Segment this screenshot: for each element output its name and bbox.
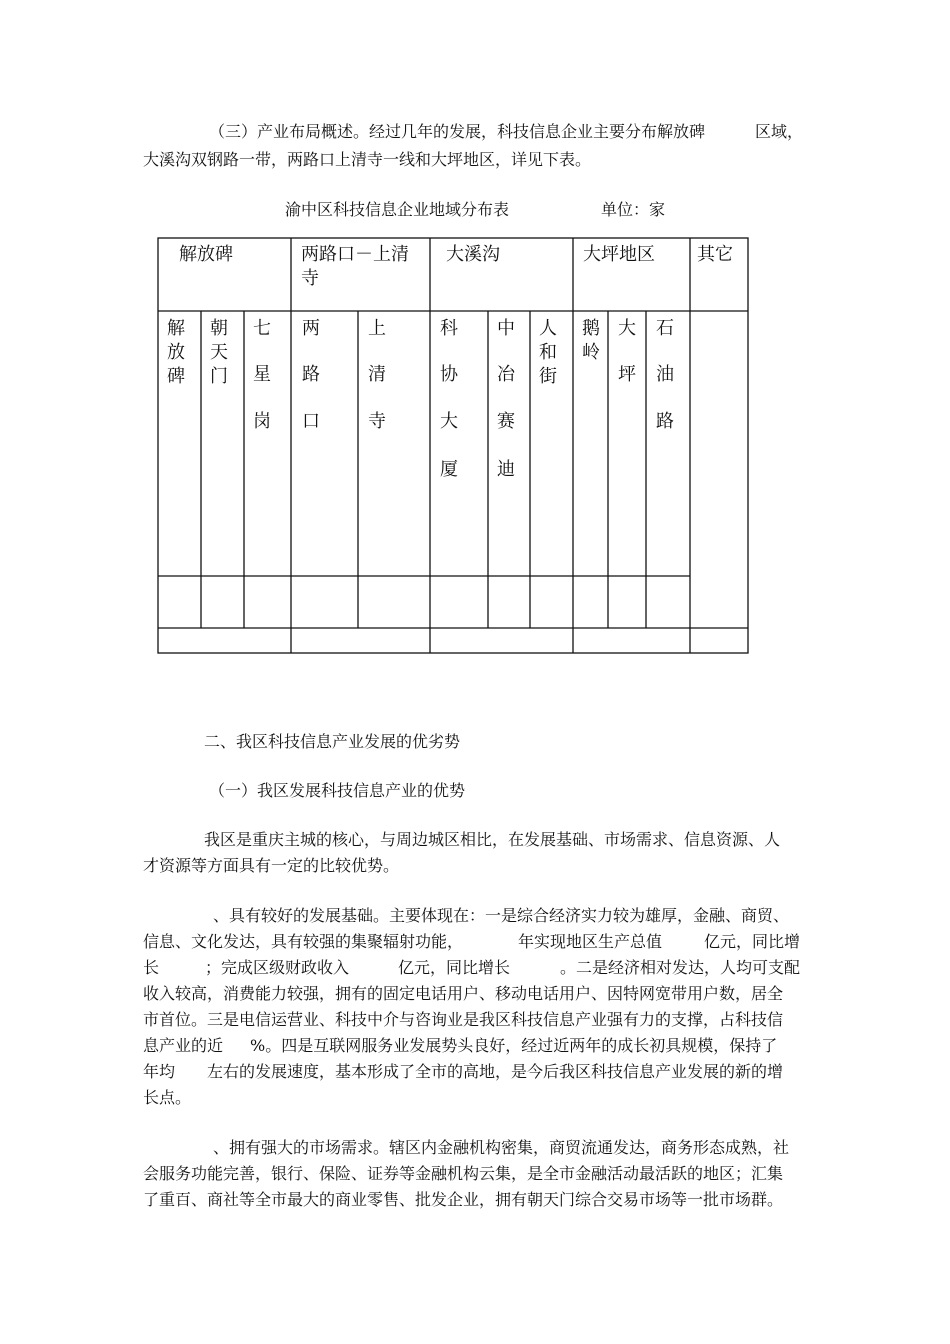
sub-jiefangbei-2: 放	[167, 342, 185, 363]
section-heading: 二、我区科技信息产业发展的优劣势	[204, 732, 461, 751]
header-daxigou: 大溪沟	[446, 244, 500, 265]
sub-jiefangbei-1: 解	[167, 318, 185, 339]
subsection-heading: （一）我区发展科技信息产业的优势	[209, 781, 466, 800]
sub-eling-2: 岭	[582, 342, 600, 363]
intro-line-2: 大溪沟双钢路一带，两路口上清寺一线和大坪地区，详见下表。	[143, 150, 592, 169]
sub-jiefangbei-3: 碑	[167, 366, 185, 387]
sub-daping-1: 大	[618, 318, 636, 339]
sub-eling-1: 鹅	[582, 318, 600, 339]
p3-line-1: 、拥有强大的市场需求。辖区内金融机构密集，商贸流通发达，商务形态成熟，社	[213, 1138, 790, 1157]
sub-chaotianmen-3: 门	[210, 366, 228, 387]
p1-line-1: 我区是重庆主城的核心，与周边城区相比，在发展基础、市场需求、信息资源、人	[204, 830, 781, 849]
intro-line-1b: 区域，	[755, 122, 804, 141]
sub-qixinggang-1: 七	[253, 318, 271, 339]
sub-zhongyesaidi-4: 迪	[497, 459, 515, 480]
intro-line-1a: （三）产业布局概述。经过几年的发展，科技信息企业主要分布解放碑	[209, 122, 706, 141]
p2-line-8: 长点。	[143, 1088, 192, 1107]
sub-zhongyesaidi-1: 中	[497, 318, 515, 339]
p2-line-3d: 。二是经济相对发达，人均可支配	[560, 958, 801, 977]
p2-line-1: 、具有较好的发展基础。主要体现在：一是综合经济实力较为雄厚，金融、商贸、	[213, 906, 790, 925]
sub-chaotianmen-1: 朝	[210, 318, 228, 339]
sub-lianglukou-1: 两	[302, 318, 320, 339]
p2-line-6a: 息产业的近	[143, 1036, 224, 1055]
sub-shiyoulu-1: 石	[656, 318, 674, 339]
sub-renhejie-1: 人	[539, 318, 557, 339]
sub-qixinggang-2: 星	[253, 364, 271, 385]
sub-shangqingsi-3: 寺	[368, 411, 386, 432]
p2-line-5: 市首位。三是电信运营业、科技中介与咨询业是我区科技信息产业强有力的支撑，占科技信	[143, 1010, 784, 1029]
p2-line-6b: %。四是互联网服务业发展势头良好，经过近两年的成长初具规模，保持了	[250, 1036, 778, 1055]
sub-lianglukou-3: 口	[302, 411, 320, 432]
sub-renhejie-2: 和	[539, 342, 557, 363]
sub-shiyoulu-3: 路	[656, 411, 674, 432]
p2-line-7b: 左右的发展速度，基本形成了全市的高地，是今后我区科技信息产业发展的新的增	[207, 1062, 784, 1081]
sub-renhejie-3: 街	[539, 366, 557, 387]
p2-line-2b: 年实现地区生产总值	[518, 932, 663, 951]
sub-shangqingsi-1: 上	[368, 318, 386, 339]
header-jiefangbei: 解放碑	[179, 244, 233, 265]
p2-line-2c: 亿元，同比增	[704, 932, 801, 951]
sub-kexiedasha-1: 科	[440, 318, 458, 339]
sub-zhongyesaidi-3: 赛	[497, 411, 515, 432]
p3-line-2: 会服务功能完善，银行、保险、证券等金融机构云集，是全市金融活动最活跃的地区；汇集	[143, 1164, 784, 1183]
sub-zhongyesaidi-2: 冶	[497, 364, 515, 385]
header-daping: 大坪地区	[583, 244, 655, 265]
header-lianglukou-line1: 两路口－上清	[301, 244, 409, 265]
p3-line-3: 了重百、商社等全市最大的商业零售、批发企业，拥有朝天门综合交易市场等一批市场群。	[143, 1190, 784, 1209]
p2-line-4: 收入较高，消费能力较强，拥有的固定电话用户、移动电话用户、因特网宽带用户数，居全	[143, 984, 784, 1003]
sub-chaotianmen-2: 天	[210, 342, 228, 363]
p2-line-3c: 亿元，同比增长	[398, 958, 511, 977]
header-other: 其它	[697, 244, 733, 265]
sub-qixinggang-3: 岗	[253, 411, 271, 432]
sub-kexiedasha-3: 大	[440, 411, 458, 432]
sub-shangqingsi-2: 清	[368, 364, 386, 385]
sub-kexiedasha-4: 厦	[440, 459, 458, 480]
p1-line-2: 才资源等方面具有一定的比较优势。	[143, 856, 400, 875]
p2-line-3a: 长	[143, 958, 160, 977]
sub-shiyoulu-2: 油	[656, 364, 674, 385]
sub-kexiedasha-2: 协	[440, 364, 458, 385]
p2-line-3b: ；完成区级财政收入	[205, 958, 350, 977]
p2-line-7a: 年均	[143, 1062, 176, 1081]
table-title: 渝中区科技信息企业地域分布表	[285, 200, 510, 219]
sub-daping-2: 坪	[618, 364, 636, 385]
sub-lianglukou-2: 路	[302, 364, 320, 385]
table-unit: 单位：家	[601, 200, 666, 219]
header-lianglukou-line2: 寺	[301, 268, 319, 289]
p2-line-2a: 信息、文化发达，具有较强的集聚辐射功能，	[143, 932, 464, 951]
